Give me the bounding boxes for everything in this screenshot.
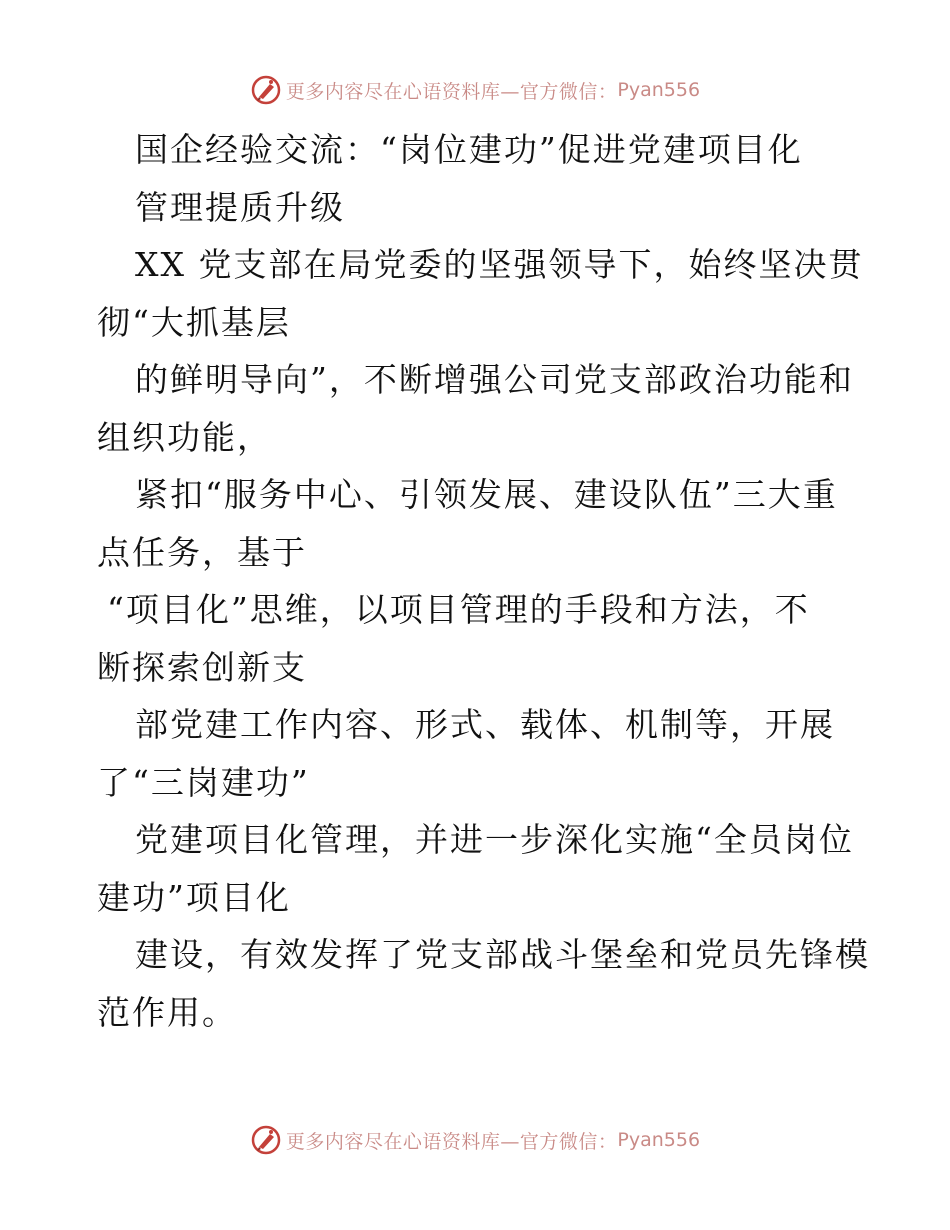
body-line: “项目化”思维，以项目管理的手段和方法，不 <box>107 590 810 629</box>
pen-logo-icon <box>250 74 282 106</box>
body-line: 部党建工作内容、形式、载体、机制等，开展 <box>135 705 835 744</box>
body-line: 的鲜明导向”，不断增强公司党支部政治功能和 <box>135 360 854 399</box>
watermark-text: 更多内容尽在心语资料库—官方微信： <box>285 80 618 103</box>
body-line: 建设，有效发挥了党支部战斗堡垒和党员先锋模 <box>135 935 870 974</box>
body-line: 了“三岗建功” <box>97 762 310 802</box>
pen-logo-icon <box>250 1124 282 1156</box>
body-line: 紧扣“服务中心、引领发展、建设队伍”三大重 <box>135 475 838 514</box>
document-body <box>97 121 870 1041</box>
body-line: 建功”项目化 <box>97 877 291 917</box>
body-line: 彻“大抓基层 <box>97 302 291 342</box>
footer-watermark <box>0 1120 950 1160</box>
watermark-wechat-id: Pyan556 <box>617 79 701 101</box>
body-line: 断探索创新支 <box>97 647 307 687</box>
body-line: 党建项目化管理，并进一步深化实施“全员岗位 <box>135 820 854 859</box>
watermark-text: 更多内容尽在心语资料库—官方微信： <box>285 1130 618 1153</box>
body-line: 点任务，基于 <box>97 532 307 572</box>
watermark-wechat-id: Pyan556 <box>617 1129 701 1151</box>
title-line-2: 管理提质升级 <box>135 187 345 227</box>
body-line: 范作用。 <box>97 992 237 1032</box>
header-watermark <box>0 70 950 110</box>
title-line-1: 国企经验交流：“岗位建功”促进党建项目化 <box>135 130 803 169</box>
body-line: 组织功能， <box>97 417 272 457</box>
body-line: XX 党支部在局党委的坚强领导下，始终坚决贯 <box>135 245 864 284</box>
